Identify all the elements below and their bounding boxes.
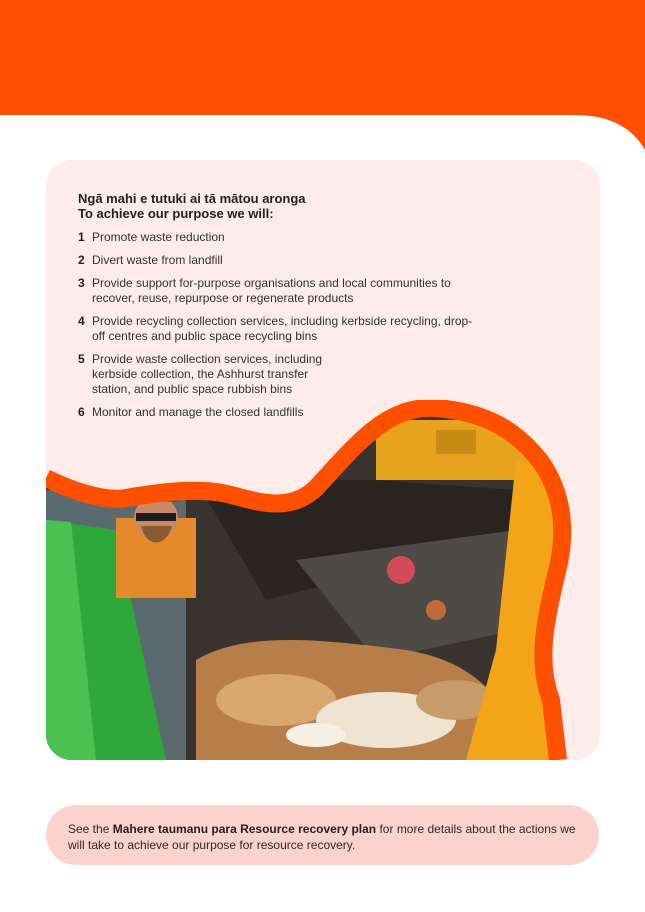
- heading-maori: Ngā mahi e tutuki ai tā mātou aronga: [78, 191, 306, 206]
- section-heading: [78, 191, 306, 221]
- list-item: [78, 230, 478, 245]
- list-item: [78, 314, 478, 344]
- item-number: 6: [78, 405, 85, 419]
- garbage-truck-photo: [46, 400, 600, 760]
- item-text: Provide recycling collection services, including kerbside recycling, drop-off centres and public space recycling bins: [92, 314, 473, 343]
- resource-recovery-plan-link[interactable]: Mahere taumanu para Resource recovery plan: [112, 822, 377, 836]
- note-prefix: See the: [68, 822, 113, 836]
- purpose-card: [46, 160, 600, 760]
- item-text: Promote waste reduction: [92, 230, 225, 244]
- list-item: [78, 276, 478, 306]
- item-number: 5: [78, 352, 85, 366]
- item-text: Provide waste collection services, including kerbside collection, the Ashhurst transfer station, and public space rubbish bins: [92, 352, 323, 396]
- item-number: 2: [78, 253, 85, 267]
- resource-recovery-note: [46, 805, 599, 865]
- actions-list: [78, 230, 478, 428]
- list-item: [78, 352, 478, 397]
- orange-header-band: [0, 0, 645, 180]
- note-suffix: for more details about the actions we will take to achieve our purpose for resource recovery.: [68, 822, 576, 852]
- item-number: 3: [78, 276, 85, 290]
- item-number: 4: [78, 314, 85, 328]
- list-item: [78, 253, 478, 268]
- item-text: Provide support for-purpose organisations and local communities to recover, reuse, repurpose or regenerate products: [92, 276, 451, 305]
- item-number: 1: [78, 230, 85, 244]
- item-text: Divert waste from landfill: [92, 253, 223, 267]
- item-text: Monitor and manage the closed landfills: [92, 405, 304, 419]
- heading-english: To achieve our purpose we will:: [78, 206, 274, 221]
